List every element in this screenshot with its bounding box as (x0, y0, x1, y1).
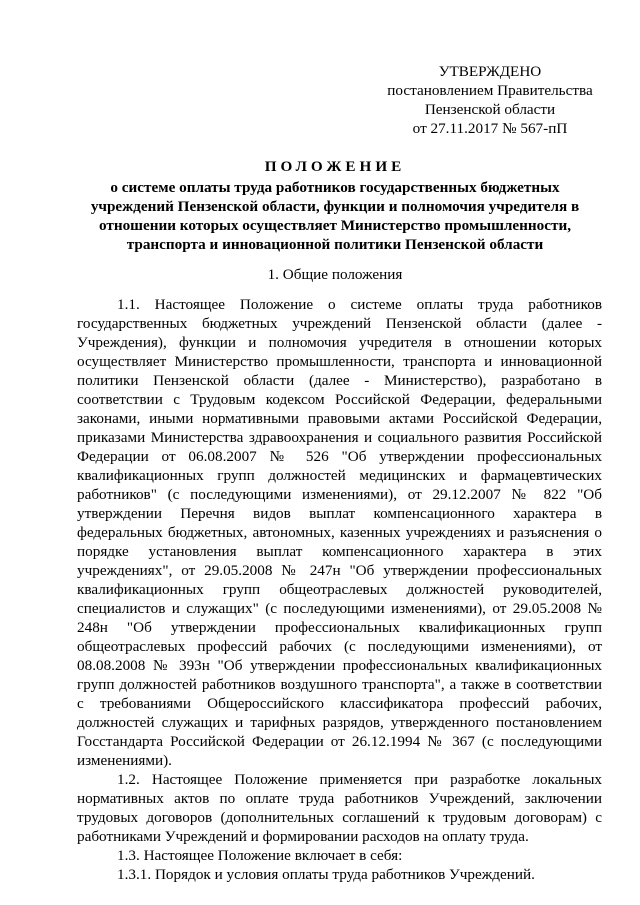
paragraph-1-2: 1.2. Настоящее Положение применяется при разработке локальных нормативных актов по оплате труда работников Учреждений, заключении трудовых договоров (дополнительных соглашений к трудовым договорам) с работниками Учреждений и формировании расходов на оплату труда. (77, 771, 602, 845)
section-heading: 1. Общие положения (267, 266, 403, 283)
document-body (77, 295, 602, 884)
approval-issuer: постановлением Правительства (387, 82, 593, 99)
paragraph-1-1: 1.1. Настоящее Положение о системе оплаты труда работников государственных бюджетных учреждений Пензенской области (далее - Учреждения), функции и полномочия учредителя в отношении которых осуществляет Министерство промышленности, транспорта и инновационной политики Пензенской области (далее - Министерство), разработано в соответствии с Трудовым кодексом Российской Федерации, федеральными законами, иными нормативными правовыми актами Российской Федерации, приказами Министерства здравоохранения и социального развития Российской Федерации от 06.08.2007 № 526 "Об утверждении профессиональных квалификационных групп должностей медицинских и фармацевтических работников" (с последующими изменениями), от 29.12.2007 № 822 "Об утверждении Перечня видов выплат компенсационного характера в федеральных бюджетных, автономных, казенных учреждениях и разъяснения о порядке установления выплат компенсационного характера в этих учреждениях", от 29.05.2008 № 247н "Об утверждении профессиональных квалификационных групп общеотраслевых должностей руководителей, специалистов и служащих" (с последующими изменениями), от 29.05.2008 № 248н "Об утверждении профессиональных квалификационных групп общеотраслевых профессий рабочих (с последующими изменениями), от 08.08.2008 № 393н "Об утверждении профессиональных квалификационных групп должностей работников воздушного транспорта", а также в соответствии с требованиями Общероссийского классификатора профессий рабочих, должностей служащих и тарифных разрядов, утвержденного постановлением Госстандарта Российской Федерации от 26.12.1994 № 367 (с последующими изменениями). (77, 296, 602, 769)
document-title: ПОЛОЖЕНИЕ (264, 158, 406, 175)
approval-stamp (370, 62, 610, 138)
paragraph-1-3-1: 1.3.1. Порядок и условия оплаты труда работников Учреждений. (117, 866, 535, 883)
paragraph-1-3: 1.3. Настоящее Положение включает в себя: (117, 847, 403, 864)
document-subtitle: о системе оплаты труда работников государственных бюджетных учреждений Пензенской области, функции и полномочия учредителя в отношении которых осуществляет Министерство промышленности, транспорта и инновационной политики Пензенской области (90, 179, 580, 253)
approval-approved-label: УТВЕРЖДЕНО (438, 63, 542, 80)
approval-region: Пензенской области (424, 101, 556, 118)
document-title-block (70, 157, 600, 254)
approval-date-number: от 27.11.2017 № 567-пП (412, 120, 568, 137)
